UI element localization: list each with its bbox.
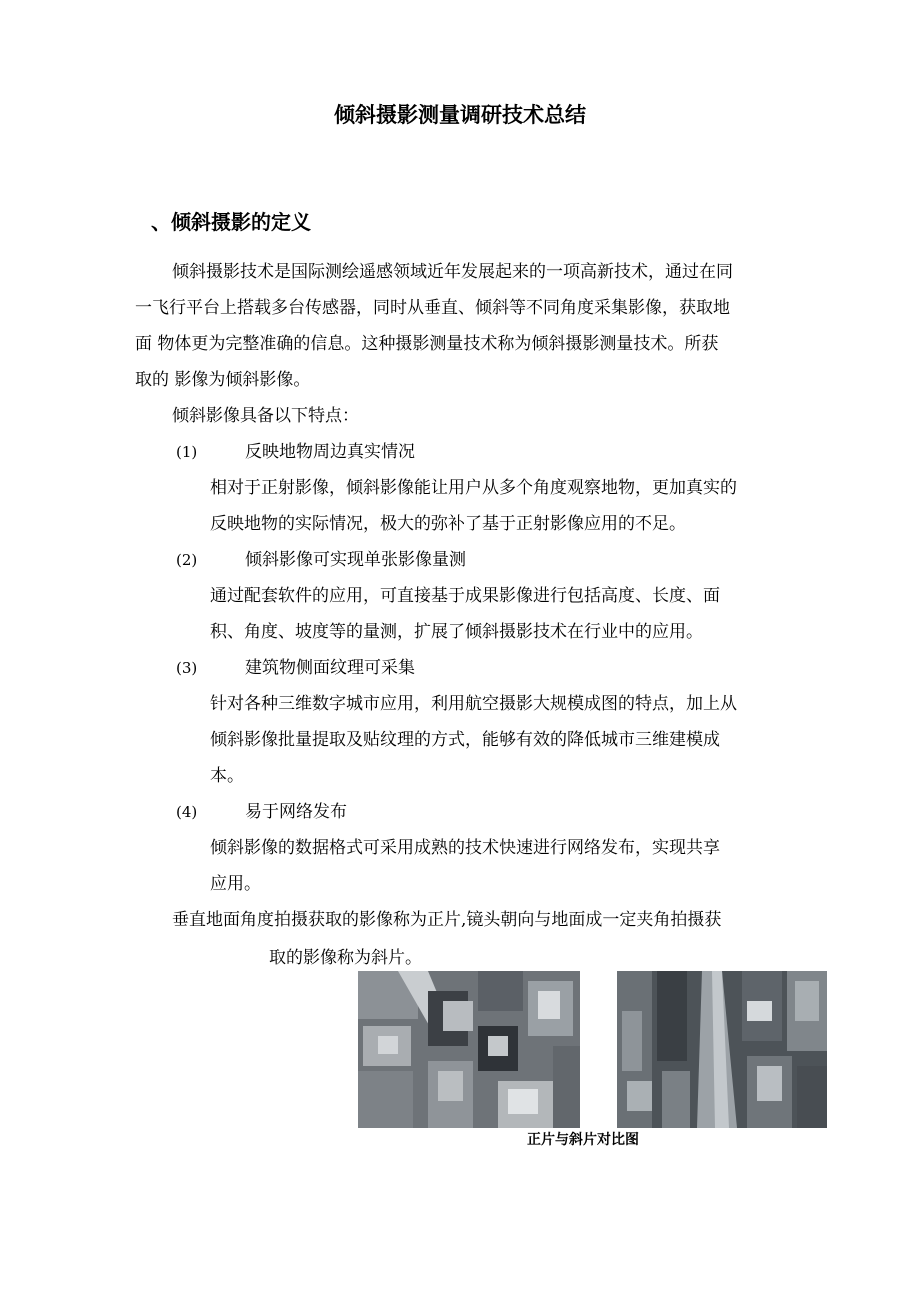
- feature-desc-line: 本。: [210, 766, 244, 786]
- feature-number: (1): [176, 443, 198, 461]
- feature-desc-line: 倾斜影像的数据格式可采用成熟的技术快速进行网络发布，实现共享: [210, 838, 720, 858]
- feature-title: 倾斜影像可实现单张影像量测: [245, 550, 466, 570]
- feature-desc-line: 应用。: [210, 874, 261, 894]
- feature-number: (2): [176, 551, 198, 569]
- feature-desc-line: 倾斜影像批量提取及贴纹理的方式，能够有效的降低城市三维建模成: [210, 730, 720, 750]
- oblique-image: [617, 971, 827, 1128]
- feature-number: (4): [176, 803, 198, 821]
- feature-desc-line: 积、角度、坡度等的量测，扩展了倾斜摄影技术在行业中的应用。: [210, 622, 703, 642]
- closing-line: 取的影像称为斜片。: [269, 948, 422, 968]
- feature-title: 建筑物侧面纹理可采集: [245, 658, 415, 678]
- feature-number: (3): [176, 659, 198, 677]
- document-title: 倾斜摄影测量调研技术总结: [334, 103, 586, 127]
- features-intro: 倾斜影像具备以下特点：: [172, 406, 359, 426]
- feature-title: 易于网络发布: [245, 802, 347, 822]
- section-heading: 、倾斜摄影的定义: [151, 210, 311, 234]
- intro-line: 面 物体更为完整准确的信息。这种摄影测量技术称为倾斜摄影测量技术。所获: [135, 334, 719, 354]
- intro-line: 倾斜摄影技术是国际测绘遥感领域近年发展起来的一项高新技术，通过在同: [172, 262, 733, 282]
- orthophoto-image: [358, 971, 580, 1128]
- feature-desc-line: 针对各种三维数字城市应用，利用航空摄影大规模成图的特点，加上从: [210, 694, 737, 714]
- closing-line: 垂直地面角度拍摄获取的影像称为正片,镜头朝向与地面成一定夹角拍摄获: [172, 910, 722, 930]
- feature-desc-line: 相对于正射影像，倾斜影像能让用户从多个角度观察地物，更加真实的: [210, 478, 737, 498]
- figure-caption: 正片与斜片对比图: [527, 1132, 639, 1148]
- feature-desc-line: 通过配套软件的应用，可直接基于成果影像进行包括高度、长度、面: [210, 586, 720, 606]
- intro-line: 一飞行平台上搭载多台传感器，同时从垂直、倾斜等不同角度采集影像，获取地: [135, 298, 730, 318]
- feature-title: 反映地物周边真实情况: [245, 442, 415, 462]
- oblique-aerial-city: [617, 971, 827, 1128]
- feature-desc-line: 反映地物的实际情况，极大的弥补了基于正射影像应用的不足。: [210, 514, 686, 534]
- orthophoto-aerial-city: [358, 971, 580, 1128]
- intro-line: 取的 影像为倾斜影像。: [135, 370, 311, 390]
